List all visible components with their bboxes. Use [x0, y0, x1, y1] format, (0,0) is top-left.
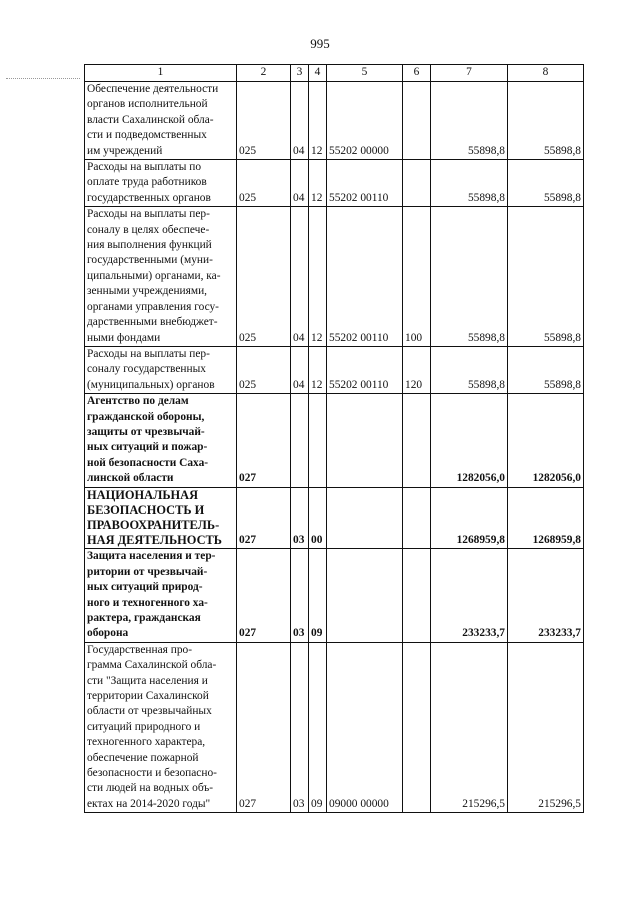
- row-name-cell: Расходы на выплаты пер- соналу государственных (муниципальных) органов: [85, 346, 237, 393]
- amount-col7-cell: 55898,8: [431, 160, 508, 207]
- expense-type-cell: [403, 394, 431, 487]
- row-name-cell: Обеспечение деятельности органов исполнительной власти Сахалинской обла- сти и подведомственных им учреждений: [85, 82, 237, 160]
- row-name-cell: Защита населения и тер- ритории от чрезвычай- ных ситуаций природ- ного и техногенного ха- рактера, гражданская оборона: [85, 549, 237, 642]
- subsection-code-cell: 00: [309, 487, 327, 549]
- target-article-cell: [327, 549, 403, 642]
- target-article-cell: 55202 00110: [327, 160, 403, 207]
- target-article-cell: 55202 00000: [327, 82, 403, 160]
- ministry-code-cell: 027: [237, 549, 291, 642]
- amount-col7-cell: 55898,8: [431, 82, 508, 160]
- header-cell: 2: [237, 65, 291, 82]
- subsection-code-cell: [309, 394, 327, 487]
- ministry-code-cell: 027: [237, 642, 291, 812]
- amount-col7-cell: 1268959,8: [431, 487, 508, 549]
- row-name-cell: Расходы на выплаты пер- соналу в целях обеспече- ния выполнения функций государственными (муни- ципальными) органами, ка- зенными учреждениями, органами управления госу- дарственными внебюджет- ными фондами: [85, 207, 237, 347]
- ministry-code-cell: 027: [237, 394, 291, 487]
- header-cell: 1: [85, 65, 237, 82]
- amount-col7-cell: 55898,8: [431, 207, 508, 347]
- section-code-cell: 04: [291, 346, 309, 393]
- amount-col8-cell: 215296,5: [508, 642, 584, 812]
- row-name-cell: Государственная про- грамма Сахалинской обла- сти "Защита населения и территории Сахалинской области от чрезвычайных ситуаций природного и техногенного характера, обеспечение пожарной безопасности и безопасно- сти людей на водных объ- ектах на 2014-2020 годы": [85, 642, 237, 812]
- subsection-code-cell: 12: [309, 207, 327, 347]
- amount-col8-cell: 55898,8: [508, 82, 584, 160]
- amount-col8-cell: 1268959,8: [508, 487, 584, 549]
- target-article-cell: 55202 00110: [327, 346, 403, 393]
- section-code-cell: 03: [291, 642, 309, 812]
- expense-type-cell: [403, 549, 431, 642]
- table-row: [85, 160, 584, 207]
- header-cell: 5: [327, 65, 403, 82]
- target-article-cell: 09000 00000: [327, 642, 403, 812]
- table-row: [85, 549, 584, 642]
- section-code-cell: 04: [291, 207, 309, 347]
- header-cell: 7: [431, 65, 508, 82]
- expense-type-cell: [403, 160, 431, 207]
- header-cell: 3: [291, 65, 309, 82]
- amount-col8-cell: 55898,8: [508, 207, 584, 347]
- table-row: [85, 346, 584, 393]
- expense-type-cell: [403, 642, 431, 812]
- amount-col7-cell: 55898,8: [431, 346, 508, 393]
- ministry-code-cell: 025: [237, 207, 291, 347]
- amount-col8-cell: 1282056,0: [508, 394, 584, 487]
- header-row: [85, 65, 584, 82]
- subsection-code-cell: 12: [309, 160, 327, 207]
- row-name-cell: Агентство по делам гражданской обороны, защиты от чрезвычай- ных ситуаций и пожар- ной безопасности Саха- линской области: [85, 394, 237, 487]
- amount-col8-cell: 233233,7: [508, 549, 584, 642]
- section-code-cell: 03: [291, 487, 309, 549]
- subsection-code-cell: 12: [309, 346, 327, 393]
- section-code-cell: 03: [291, 549, 309, 642]
- table-row: [85, 207, 584, 347]
- section-code-cell: 04: [291, 160, 309, 207]
- table-row: [85, 394, 584, 487]
- expense-type-cell: [403, 82, 431, 160]
- ministry-code-cell: 025: [237, 160, 291, 207]
- target-article-cell: 55202 00110: [327, 207, 403, 347]
- amount-col7-cell: 233233,7: [431, 549, 508, 642]
- header-cell: 8: [508, 65, 584, 82]
- section-code-cell: 04: [291, 82, 309, 160]
- table-row: [85, 82, 584, 160]
- subsection-code-cell: 09: [309, 549, 327, 642]
- table-row: [85, 487, 584, 549]
- expense-type-cell: 120: [403, 346, 431, 393]
- expense-type-cell: [403, 487, 431, 549]
- subsection-code-cell: 09: [309, 642, 327, 812]
- ministry-code-cell: 025: [237, 346, 291, 393]
- table-row: [85, 642, 584, 812]
- expense-type-cell: 100: [403, 207, 431, 347]
- page-number: 995: [310, 36, 330, 51]
- target-article-cell: [327, 487, 403, 549]
- ministry-code-cell: 027: [237, 487, 291, 549]
- amount-col7-cell: 215296,5: [431, 642, 508, 812]
- subsection-code-cell: 12: [309, 82, 327, 160]
- row-name-cell: Расходы на выплаты по оплате труда работников государственных органов: [85, 160, 237, 207]
- section-code-cell: [291, 394, 309, 487]
- amount-col8-cell: 55898,8: [508, 346, 584, 393]
- header-cell: 4: [309, 65, 327, 82]
- amount-col8-cell: 55898,8: [508, 160, 584, 207]
- budget-table: [84, 64, 584, 813]
- header-cell: 6: [403, 65, 431, 82]
- margin-dotted-line: [6, 78, 80, 79]
- target-article-cell: [327, 394, 403, 487]
- ministry-code-cell: 025: [237, 82, 291, 160]
- amount-col7-cell: 1282056,0: [431, 394, 508, 487]
- row-name-cell: НАЦИОНАЛЬНАЯ БЕЗОПАСНОСТЬ И ПРАВООХРАНИТЕЛЬ- НАЯ ДЕЯТЕЛЬНОСТЬ: [85, 487, 237, 549]
